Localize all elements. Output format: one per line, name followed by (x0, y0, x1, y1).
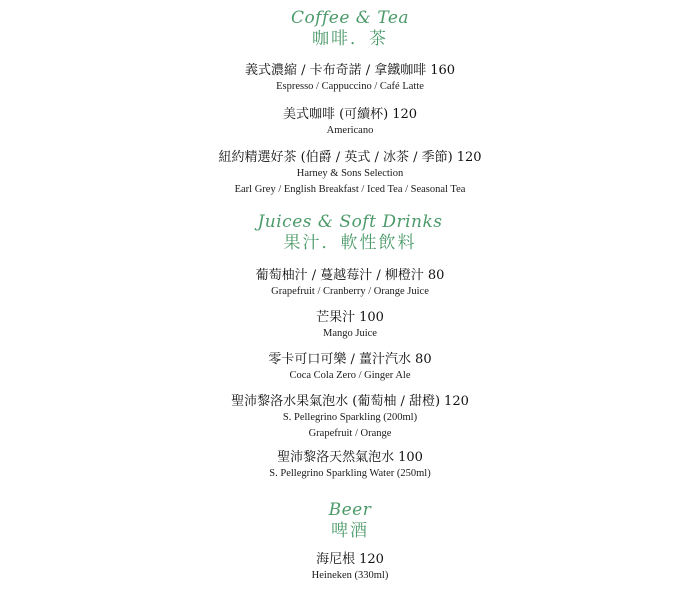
menu-item-pellegrino-water (0, 449, 700, 482)
item-desc: Grapefruit / Cranberry / Orange Juice (271, 286, 429, 297)
menu-item-mango (0, 309, 700, 342)
item-desc: S. Pellegrino Sparkling Water (250ml) (269, 468, 431, 479)
section-title-zh: 咖啡．茶 (312, 29, 388, 49)
item-price: 160 (430, 63, 456, 78)
menu-item-americano (0, 106, 700, 139)
item-price: 100 (398, 450, 423, 465)
item-desc: Americano (326, 125, 374, 136)
section-header-coffee-tea (0, 8, 700, 50)
item-name-zh: 義式濃縮 / 卡布奇諾 / 拿鐵咖啡 (244, 63, 427, 78)
item-desc: Coca Cola Zero / Ginger Ale (289, 370, 411, 381)
menu-item-heineken (0, 551, 700, 584)
section-title-en: Beer (328, 500, 372, 520)
section-header-juices (0, 212, 700, 254)
item-price: 120 (444, 394, 469, 409)
item-price: 100 (359, 310, 384, 325)
item-price: 120 (359, 552, 384, 567)
item-desc: Espresso / Cappuccino / Café Latte (276, 81, 424, 92)
menu-item-juices (0, 267, 700, 300)
section-header-beer (0, 500, 700, 542)
item-desc: S. Pellegrino Sparkling (200ml) (282, 412, 418, 423)
menu-item-soda (0, 351, 700, 384)
section-title-en: Juices & Soft Drinks (257, 212, 443, 232)
item-name-zh: 葡萄柚汁 / 蔓越莓汁 / 柳橙汁 (255, 268, 424, 283)
item-name-zh: 聖沛黎洛水果氣泡水 (葡萄柚 / 甜橙) (231, 394, 441, 409)
menu-item-tea (0, 149, 700, 198)
item-desc: Earl Grey / English Breakfast / Iced Tea / Seasonal Tea (234, 184, 466, 195)
item-name-zh: 聖沛黎洛天然氣泡水 (277, 450, 395, 465)
item-price: 80 (427, 268, 445, 283)
menu-item-pellegrino-fruit (0, 393, 700, 442)
menu-item-espresso (0, 62, 700, 95)
item-desc: Mango Juice (323, 328, 377, 339)
item-name-zh: 海尼根 (316, 552, 356, 567)
section-title-zh: 果汁．軟性飲料 (283, 233, 417, 253)
item-name-zh: 零卡可口可樂 / 薑汁汽水 (268, 352, 412, 367)
section-title-zh: 啤酒 (331, 521, 369, 541)
item-price: 80 (415, 352, 432, 367)
item-desc: Grapefruit / Orange (308, 428, 392, 439)
item-price: 120 (392, 107, 418, 122)
item-desc: Heineken (330ml) (311, 570, 389, 581)
item-desc: Harney & Sons Selection (296, 168, 404, 179)
item-price: 120 (456, 150, 482, 165)
section-title-en: Coffee & Tea (290, 8, 410, 28)
item-name-zh: 紐約精選好茶 (伯爵 / 英式 / 冰茶 / 季節) (218, 150, 453, 165)
item-name-zh: 芒果汁 (316, 310, 356, 325)
item-name-zh: 美式咖啡 (可續杯) (282, 107, 389, 122)
